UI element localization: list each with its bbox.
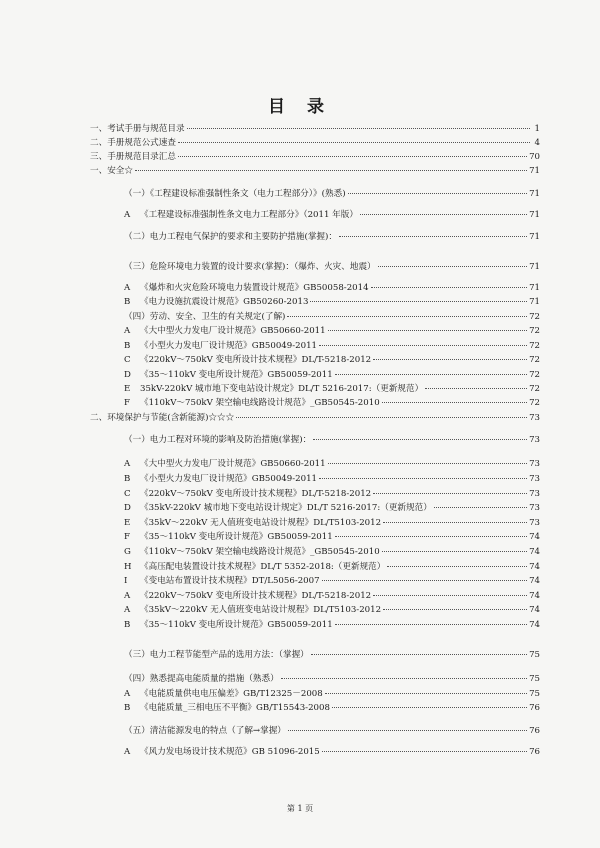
dot-leader (178, 156, 527, 157)
toc-entry[interactable] (124, 532, 540, 543)
toc-entry-title: 《220kV～750kV 变电所设计技术规程》DL/T-5218-2012 (140, 355, 372, 365)
dot-leader (373, 359, 527, 360)
toc-entry-title: 《电能质量_三相电压不平衡》GB/T15543-2008 (140, 703, 330, 713)
toc-entry-title: 一、考试手册与规范目录 (90, 124, 185, 134)
page-footer: 第 1 页 (286, 804, 314, 813)
dot-leader (335, 624, 527, 625)
toc-entry-letter: C (124, 489, 131, 499)
toc-entry[interactable] (124, 674, 540, 685)
toc-entry-page-number: 76 (529, 747, 540, 757)
toc-entry-letter: E (124, 384, 131, 394)
toc-entry-title: 《高压配电装置设计技术规程》DL/T 5352-2018:（更新规范） (140, 562, 386, 572)
toc-entry-page-number: 72 (529, 398, 540, 408)
toc-entry-title: 《工程建设标准强制性条文电力工程部分》（2011 年版） (140, 210, 358, 220)
toc-entry-title: （一）《工程建设标准强制性条文（电力工程部分）》(熟悉) (124, 189, 346, 199)
dot-leader (313, 439, 527, 440)
toc-entry-page-number: 73 (529, 518, 540, 528)
toc-entry[interactable] (124, 689, 540, 700)
toc-entry-page-number: 75 (529, 674, 540, 684)
toc-entry-page-number: 74 (529, 605, 540, 615)
toc-entry[interactable] (124, 312, 540, 323)
toc-entry-page-number: 71 (529, 262, 540, 272)
dot-leader (382, 551, 527, 552)
dot-leader (382, 402, 527, 403)
toc-entry-page-number: 74 (529, 547, 540, 557)
toc-entry[interactable] (124, 503, 540, 514)
toc-entry-letter: A (124, 283, 131, 293)
toc-entry[interactable] (124, 384, 540, 395)
toc-entry-page-number: 72 (529, 355, 540, 365)
dot-leader (371, 287, 527, 288)
toc-entry-page-number: 73 (529, 435, 540, 445)
toc-entry-title: 《35～110kV 变电所设计规范》GB50059-2011 (140, 532, 333, 542)
toc-entry[interactable] (124, 518, 540, 529)
dot-leader (135, 170, 527, 171)
toc-entry-title: （二）电力工程电气保护的要求和主要防护措施(掌握)： (124, 232, 337, 242)
toc-entry-page-number: 1 (534, 124, 540, 134)
toc-entry-letter: G (124, 547, 131, 557)
toc-entry[interactable] (90, 124, 540, 135)
toc-entry-title: 《35～110kV 变电所设计规范》GB50059-2011 (140, 620, 333, 630)
toc-entry-page-number: 74 (529, 562, 540, 572)
toc-entry-page-number: 71 (529, 189, 540, 199)
toc-entry-page-number: 71 (529, 297, 540, 307)
dot-leader (383, 522, 527, 523)
toc-entry-letter: A (124, 210, 131, 220)
dot-leader (348, 193, 528, 194)
dot-leader (373, 595, 527, 596)
toc-entry-letter: B (124, 297, 131, 307)
dot-leader (178, 142, 530, 143)
toc-entry-letter: F (124, 532, 130, 542)
toc-entry-title: （四）熟悉提高电能质量的措施（熟悉） (124, 674, 279, 684)
toc-entry-letter: E (124, 518, 131, 528)
toc-entry-title: 《小型火力发电厂设计规范》GB50049-2011 (140, 341, 318, 351)
toc-entry-letter: A (124, 689, 131, 699)
dot-leader (311, 654, 527, 655)
toc-entry-letter: C (124, 355, 131, 365)
toc-entry-title: 《电力设施抗震设计规范》GB50260-2013 (140, 297, 309, 307)
toc-entry[interactable] (124, 605, 540, 616)
dot-leader (288, 730, 527, 731)
toc-entry-letter: F (124, 398, 130, 408)
toc-entry-title: 二、环境保护与节能(含新能源)☆☆☆ (90, 413, 235, 423)
toc-entry-title: 《大中型火力发电厂设计规范》GB50660-2011 (140, 326, 326, 336)
toc-entry[interactable] (124, 189, 540, 200)
toc-entry-title: 《35kV-220kV 城市地下变电站设计规定》DL/T 5216-2017:（更新规范） (140, 503, 432, 513)
toc-entry-page-number: 72 (529, 370, 540, 380)
dot-leader (187, 128, 530, 129)
toc-entry-title: 二、手册规范公式速查 (90, 138, 176, 148)
toc-entry-page-number: 73 (529, 459, 540, 469)
toc-entry[interactable] (124, 297, 540, 308)
toc-entry-page-number: 4 (534, 138, 540, 148)
toc-entry-page-number: 76 (529, 703, 540, 713)
toc-entry-title: 《风力发电场设计技术规范》GB 51096-2015 (140, 747, 320, 757)
toc-entry-title: 《110kV～750kV 架空输电线路设计规范》_GB50545-2010 (140, 398, 380, 408)
toc-entry[interactable] (124, 326, 540, 337)
toc-entry[interactable] (124, 210, 540, 221)
toc-entry-letter: D (124, 370, 131, 380)
toc-entry-page-number: 74 (529, 576, 540, 586)
toc-entry[interactable] (90, 152, 540, 163)
toc-entry-title: 三、手册规范目录汇总 (90, 152, 176, 162)
toc-entry-page-number: 71 (529, 166, 540, 176)
toc-entry[interactable] (124, 591, 540, 602)
toc-entry-page-number: 74 (529, 532, 540, 542)
toc-entry-title: 《电能质量供电电压偏差》GB/T12325－2008 (140, 689, 323, 699)
toc-entry-page-number: 71 (529, 283, 540, 293)
toc-entry-title: （五）清洁能源发电的特点（了解→掌握） (124, 726, 286, 736)
dot-leader (322, 580, 527, 581)
toc-entry-title: （三）电力工程节能型产品的选用方法：（掌握） (124, 650, 309, 660)
toc-entry-title: 《35kV～220kV 无人值班变电站设计规程》DL/T5103-2012 (140, 605, 382, 615)
page-title: 目 录 (268, 97, 332, 117)
toc-entry[interactable] (124, 547, 540, 558)
toc-entry-title: （一）电力工程对环境的影响及防治措施(掌握)： (124, 435, 312, 445)
dot-leader (378, 266, 527, 267)
toc-entry-title: 《110kV～750kV 架空输电线路设计规范》_GB50545-2010 (140, 547, 380, 557)
dot-leader (319, 345, 527, 346)
toc-entry-letter: D (124, 503, 131, 513)
toc-entry-page-number: 75 (529, 689, 540, 699)
toc-entry-title: 《35～110kV 变电所设计规范》GB50059-2011 (140, 370, 333, 380)
toc-entry-page-number: 71 (529, 232, 540, 242)
toc-entry[interactable] (124, 489, 540, 500)
toc-entry[interactable] (124, 341, 540, 352)
toc-entry-page-number: 76 (529, 726, 540, 736)
toc-entry-letter: A (124, 591, 131, 601)
toc-entry[interactable] (124, 620, 540, 631)
toc-entry-title: 《变电站布置设计技术规程》DT/L5056-2007 (140, 576, 320, 586)
dot-leader (387, 566, 527, 567)
dot-leader (335, 374, 527, 375)
toc-entry-letter: B (124, 620, 131, 630)
toc-entry[interactable] (124, 562, 540, 573)
dot-leader (236, 417, 527, 418)
toc-entry[interactable] (124, 398, 540, 409)
toc-entry[interactable] (124, 262, 540, 273)
toc-entry[interactable] (124, 232, 540, 243)
dot-leader (310, 301, 527, 302)
toc-entry-title: 《小型火力发电厂设计规范》GB50049-2011 (140, 474, 318, 484)
toc-entry-letter: B (124, 341, 131, 351)
dot-leader (328, 463, 527, 464)
dot-leader (281, 678, 527, 679)
dot-leader (383, 609, 527, 610)
toc-entry-letter: B (124, 474, 131, 484)
toc-entry[interactable] (124, 474, 540, 485)
dot-leader (287, 316, 527, 317)
toc-entry[interactable] (124, 370, 540, 381)
toc-entry-letter: A (124, 605, 131, 615)
toc-entry[interactable] (124, 576, 540, 587)
dot-leader (434, 507, 527, 508)
dot-leader (335, 536, 527, 537)
toc-entry-title: （三）危险环境电力装置的设计要求(掌握)：（爆炸、火灾、地震） (124, 262, 376, 272)
dot-leader (325, 693, 527, 694)
toc-entry-page-number: 73 (529, 474, 540, 484)
toc-entry-title: 《220kV～750kV 变电所设计技术规程》DL/T-5218-2012 (140, 489, 372, 499)
toc-entry-letter: H (124, 562, 132, 572)
toc-entry[interactable] (124, 650, 540, 661)
toc-entry[interactable] (124, 459, 540, 470)
toc-entry-letter: A (124, 747, 131, 757)
toc-entry-page-number: 72 (529, 341, 540, 351)
toc-entry[interactable] (124, 355, 540, 366)
dot-leader (319, 478, 527, 479)
toc-entry[interactable] (124, 283, 540, 294)
toc-entry-page-number: 73 (529, 489, 540, 499)
toc-entry-page-number: 73 (529, 413, 540, 423)
toc-entry-letter: B (124, 703, 131, 713)
toc-entry-page-number: 75 (529, 650, 540, 660)
toc-entry-title: 《大中型火力发电厂设计规范》GB50660-2011 (140, 459, 326, 469)
toc-entry-page-number: 72 (529, 326, 540, 336)
dot-leader (328, 330, 527, 331)
toc-entry-page-number: 72 (529, 384, 540, 394)
toc-entry-letter: A (124, 459, 131, 469)
toc-entry[interactable] (90, 166, 540, 177)
dot-leader (425, 388, 527, 389)
toc-entry[interactable] (90, 413, 540, 424)
toc-entry-title: 35kV-220kV 城市地下变电站设计规定》DL/T 5216-2017:（更新规范） (140, 384, 424, 394)
toc-entry-page-number: 72 (529, 312, 540, 322)
dot-leader (360, 214, 527, 215)
toc-entry[interactable] (124, 703, 540, 714)
toc-entry-page-number: 70 (529, 152, 540, 162)
toc-entry-title: 《爆炸和火灾危险环境电力装置设计规范》GB50058-2014 (140, 283, 369, 293)
toc-entry-title: 《220kV～750kV 变电所设计技术规程》DL/T-5218-2012 (140, 591, 372, 601)
toc-entry[interactable] (124, 435, 540, 446)
dot-leader (332, 707, 527, 708)
toc-entry-page-number: 73 (529, 503, 540, 513)
toc-entry-title: 一、安全☆ (90, 166, 133, 176)
toc-entry-page-number: 74 (529, 591, 540, 601)
toc-entry-letter: I (124, 576, 128, 586)
toc-entry[interactable] (124, 726, 540, 737)
dot-leader (339, 236, 527, 237)
toc-entry-page-number: 74 (529, 620, 540, 630)
toc-entry[interactable] (90, 138, 540, 149)
toc-entry-letter: A (124, 326, 131, 336)
toc-entry[interactable] (124, 747, 540, 758)
dot-leader (322, 751, 527, 752)
toc-entry-title: 《35kV～220kV 无人值班变电站设计规程》DL/T5103-2012 (140, 518, 382, 528)
toc-entry-page-number: 71 (529, 210, 540, 220)
dot-leader (373, 493, 527, 494)
toc-entry-title: （四）劳动、安全、卫生的有关规定(了解) (124, 312, 286, 322)
